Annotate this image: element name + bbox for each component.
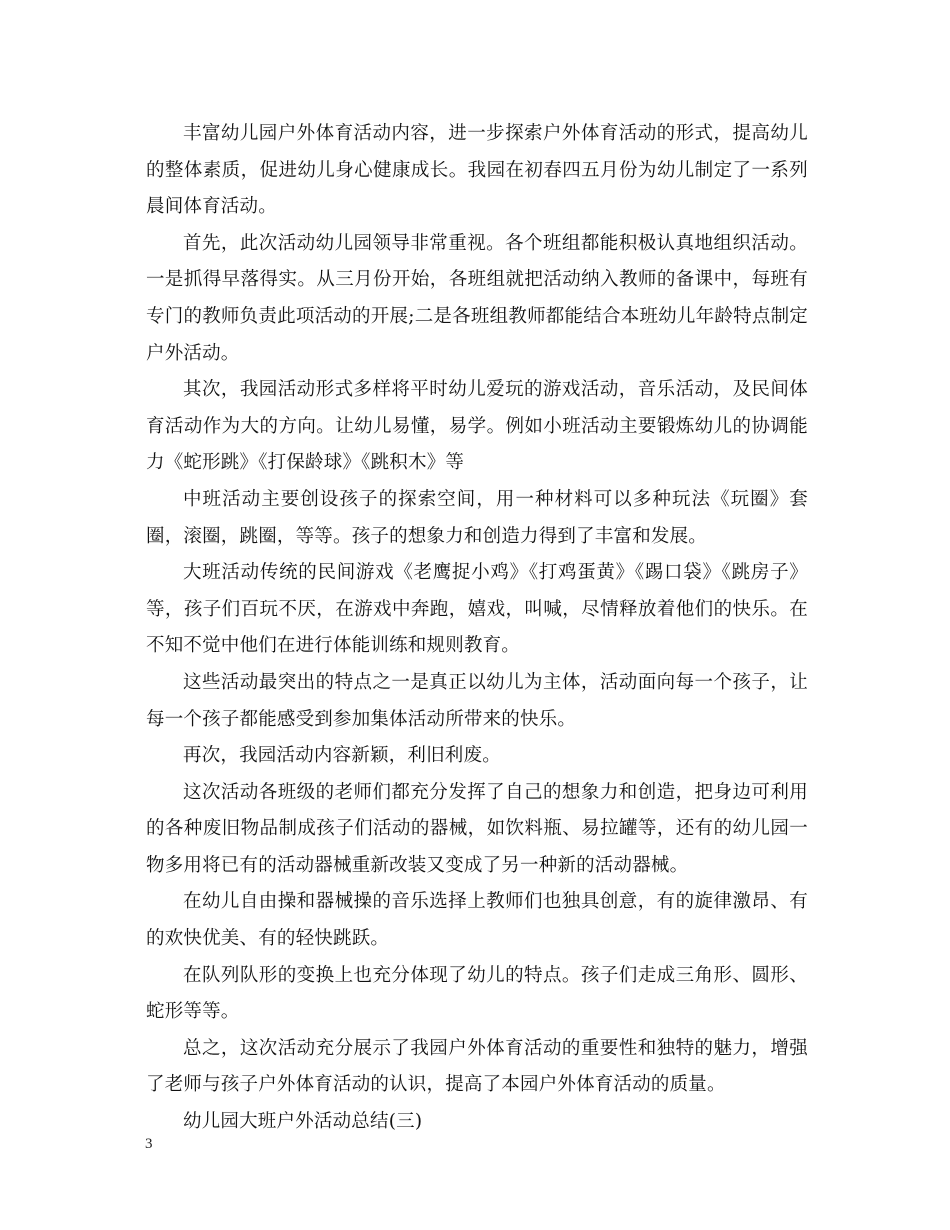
- section-heading: 幼儿园大班户外活动总结(三): [183, 1111, 423, 1133]
- page-number: 3: [145, 1136, 153, 1152]
- paragraph: 中班活动主要创设孩子的探索空间，用一种材料可以多种玩法《玩圈》套圈，滚圈，跳圈，等等。孩子的想象力和创造力得到了丰富和发展。: [146, 488, 808, 547]
- paragraph: 丰富幼儿园户外体育活动内容，进一步探索户外体育活动的形式，提高幼儿的整体素质，促进幼儿身心健康成长。我园在初春四五月份为幼儿制定了一系列晨间体育活动。: [146, 123, 808, 218]
- paragraph: 再次，我园活动内容新颖，利旧利废。: [183, 745, 501, 767]
- paragraph: 大班活动传统的民间游戏《老鹰捉小鸡》《打鸡蛋黄》《踢口袋》《跳房子》等，孩子们百玩不厌，在游戏中奔跑，嬉戏，叫喊，尽情释放着他们的快乐。在不知不觉中他们在进行体能训练和规则教育。: [146, 562, 808, 657]
- paragraph: 其次，我园活动形式多样将平时幼儿爱玩的游戏活动，音乐活动，及民间体育活动作为大的方向。让幼儿易懂，易学。例如小班活动主要锻炼幼儿的协调能力《蛇形跳》《打保龄球》《跳积木》等: [146, 379, 808, 474]
- paragraph: 这次活动各班级的老师们都充分发挥了自己的想象力和创造，把身边可利用的各种废旧物品制成孩子们活动的器械，如饮料瓶、易拉罐等，还有的幼儿园一物多用将已有的活动器械重新改装又变成了另一种新的活动器械。: [146, 781, 808, 876]
- paragraph: 首先，此次活动幼儿园领导非常重视。各个班组都能积极认真地组织活动。一是抓得早落得实。从三月份开始，各班组就把活动纳入教师的备课中，每班有专门的教师负责此项活动的开展;二是各班组教师都能结合本班幼儿年龄特点制定户外活动。: [146, 232, 808, 364]
- body-text: [146, 116, 808, 1141]
- paragraph: 总之，这次活动充分展示了我园户外体育活动的重要性和独特的魅力，增强了老师与孩子户外体育活动的认识，提高了本园户外体育活动的质量。: [146, 1037, 808, 1096]
- paragraph: 在队列队形的变换上也充分体现了幼儿的特点。孩子们走成三角形、圆形、蛇形等等。: [146, 964, 808, 1023]
- paragraph: 在幼儿自由操和器械操的音乐选择上教师们也独具创意，有的旋律激昂、有的欢快优美、有的轻快跳跃。: [146, 891, 808, 950]
- paragraph: 这些活动最突出的特点之一是真正以幼儿为主体，活动面向每一个孩子，让每一个孩子都能感受到参加集体活动所带来的快乐。: [146, 671, 808, 730]
